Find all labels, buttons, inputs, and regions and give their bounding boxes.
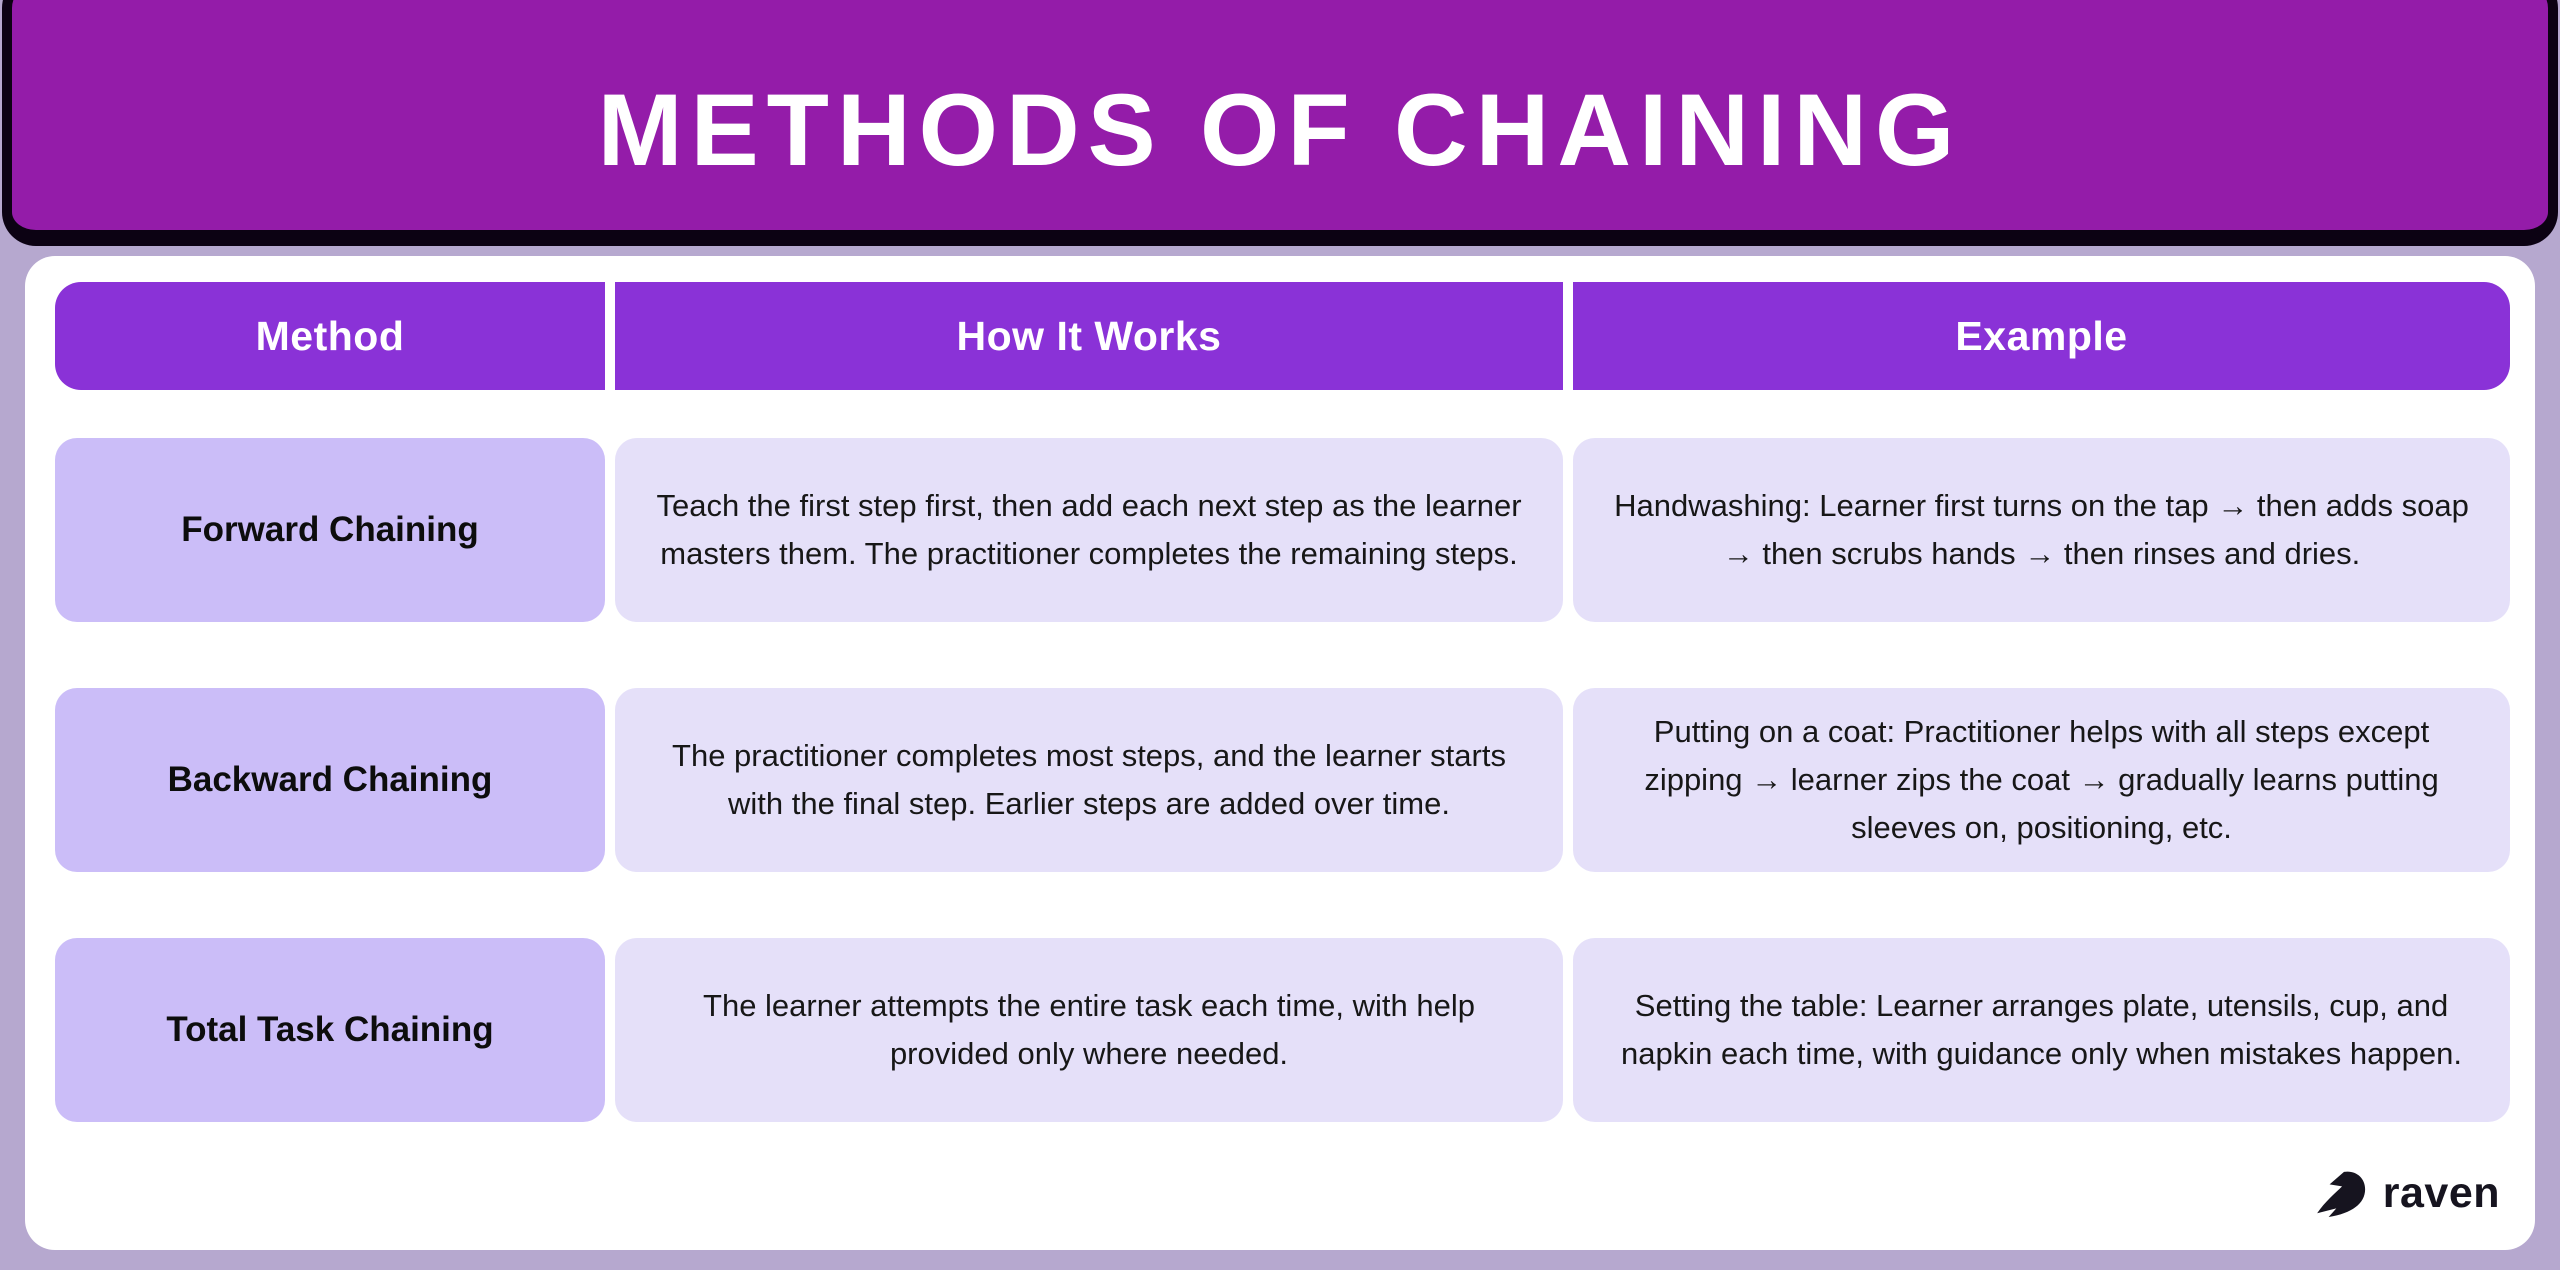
how-it-works-cell [615, 438, 1563, 622]
title-banner [2, 0, 2558, 246]
brand-name: raven [2382, 1169, 2500, 1217]
table-card [25, 256, 2535, 1250]
example-cell [1573, 688, 2510, 872]
example-cell [1573, 438, 2510, 622]
column-header-method [55, 282, 605, 390]
column-header-label: Method [255, 312, 405, 359]
column-header-label: Example [1955, 312, 2128, 359]
how-it-works-text: The learner attempts the entire task each time, with help provided only where needed. [703, 987, 1475, 1071]
raven-bird-icon [2315, 1170, 2373, 1218]
brand-logo [2315, 1169, 2500, 1218]
method-cell [55, 438, 605, 622]
table-row-forward-chaining [55, 438, 2510, 622]
how-it-works-cell [615, 688, 1563, 872]
method-label: Forward Chaining [181, 510, 479, 549]
column-header-example [1573, 282, 2510, 390]
how-it-works-text: The practitioner completes most steps, and the learner starts with the final step. Earlier steps are added over time. [672, 737, 1506, 821]
method-cell [55, 938, 605, 1122]
table-header-row [55, 282, 2510, 390]
example-text: Setting the table: Learner arranges plate, utensils, cup, and napkin each time, with guidance only when mistakes happen. [1621, 987, 2462, 1071]
method-label: Total Task Chaining [166, 1010, 494, 1049]
how-it-works-cell [615, 938, 1563, 1122]
page-title: METHODS OF CHAINING [597, 72, 1963, 187]
column-header-how-it-works [615, 282, 1563, 390]
table-row-backward-chaining [55, 688, 2510, 872]
method-cell [55, 688, 605, 872]
how-it-works-text: Teach the first step first, then add each next step as the learner masters them. The practitioner completes the remaining steps. [656, 487, 1522, 571]
column-header-label: How It Works [956, 312, 1222, 359]
example-text: Putting on a coat: Practitioner helps with all steps except zipping → learner zips the coat → gradually learns putting sleeves on, positioning, etc. [1644, 713, 2439, 846]
example-text: Handwashing: Learner first turns on the tap → then adds soap → then scrubs hands → then rinses and dries. [1614, 487, 2469, 571]
table-row-total-task-chaining [55, 938, 2510, 1122]
method-label: Backward Chaining [167, 760, 493, 799]
example-cell [1573, 938, 2510, 1122]
